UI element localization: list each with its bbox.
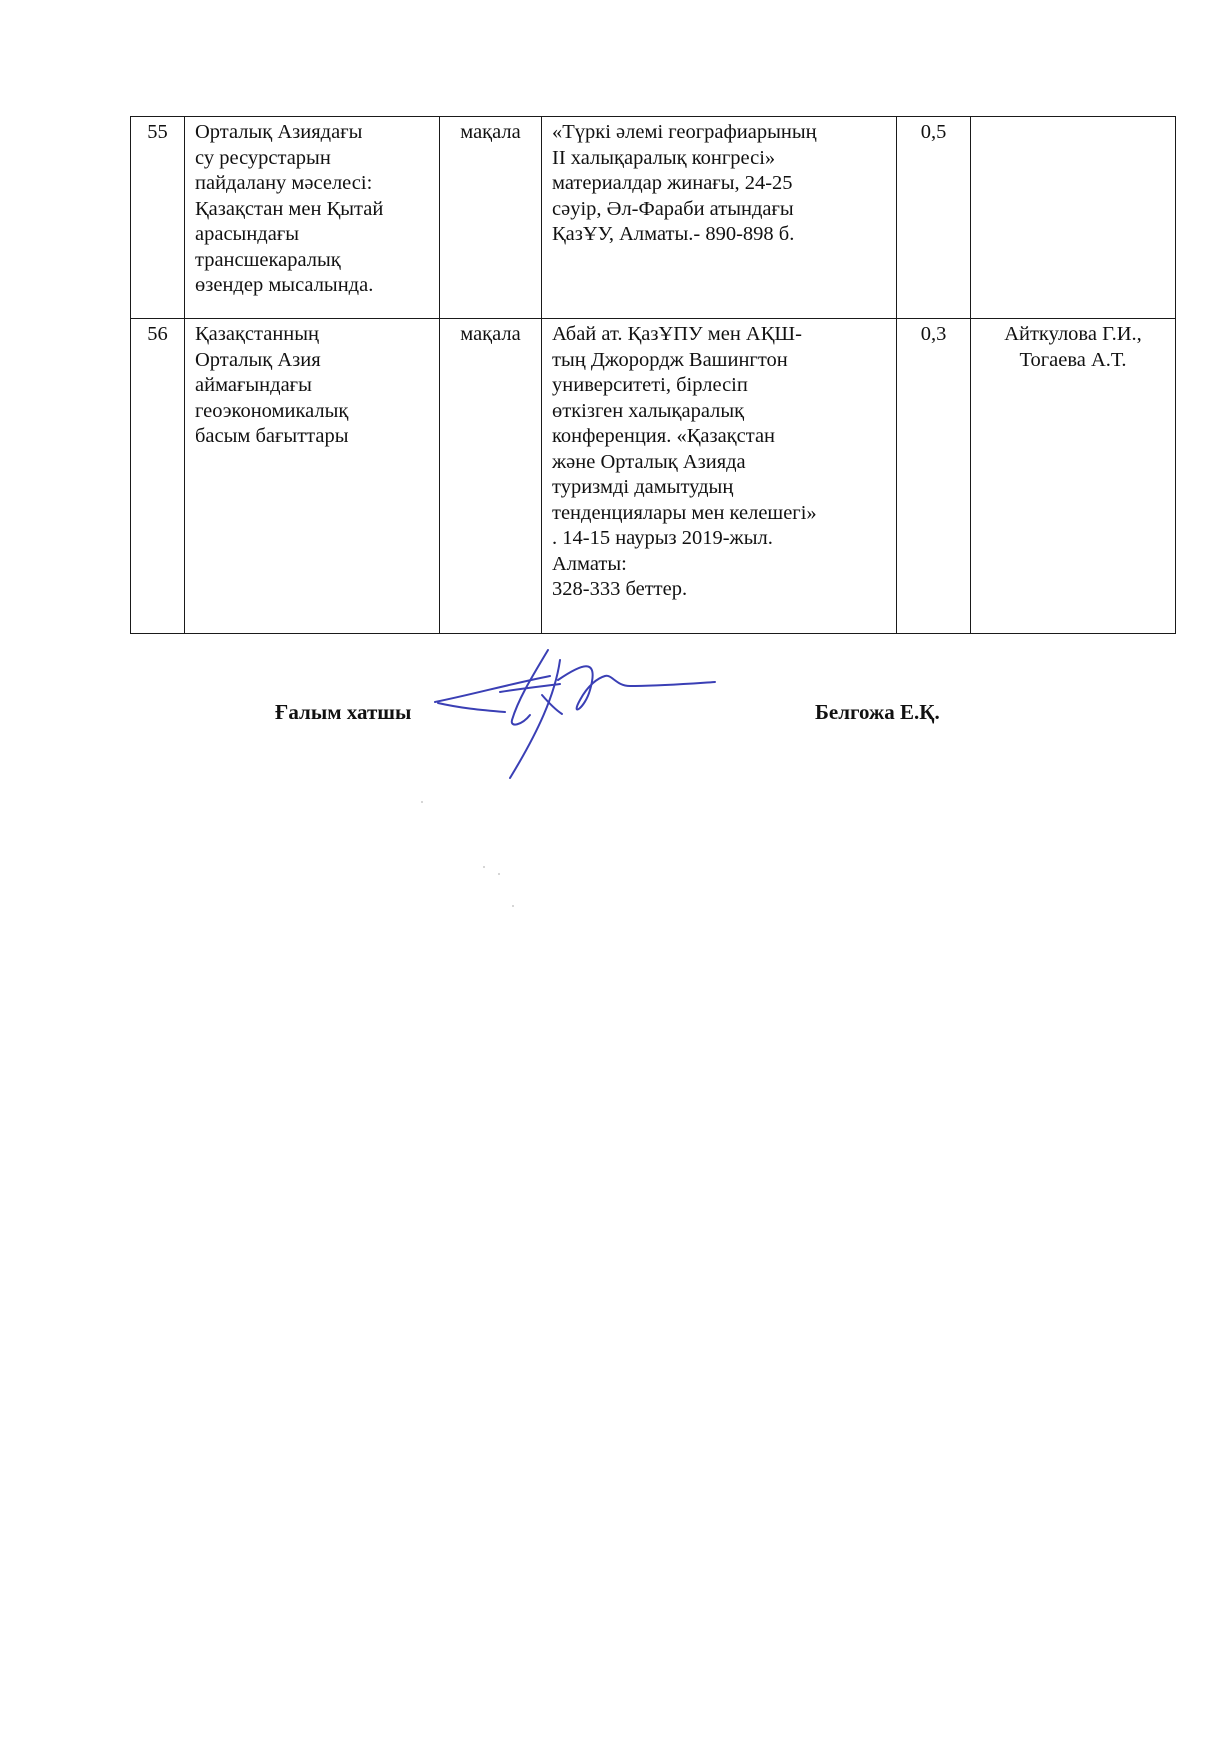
table-row	[131, 319, 1176, 634]
publication-volume: 0,3	[897, 319, 971, 634]
scan-noise	[498, 873, 500, 875]
publication-coauthors	[971, 117, 1176, 319]
signatory-role: Ғалым хатшы	[275, 700, 412, 724]
publication-source: «Түркі әлемі географиарының II халықаралық конгресі» материалдар жинағы, 24-25 сәуір, Әл-Фараби атындағы ҚазҰУ, Алматы.- 890-898 б.	[542, 117, 897, 319]
publication-title: Қазақстанның Орталық Азия аймағындағы геоэкономикалық басым бағыттары	[185, 319, 440, 634]
scan-noise	[512, 905, 514, 907]
row-number: 56	[131, 319, 185, 634]
publication-coauthors: Айткулова Г.И., Тогаева А.Т.	[971, 319, 1176, 634]
publications-table	[130, 116, 1176, 634]
publication-volume: 0,5	[897, 117, 971, 319]
handwritten-signature	[430, 640, 730, 780]
scan-noise	[421, 801, 423, 803]
publication-kind: мақала	[440, 117, 542, 319]
scan-noise	[483, 866, 485, 868]
publication-title: Орталық Азиядағы су ресурстарын пайдалану мәселесі: Қазақстан мен Қытай арасындағы трансшекаралық өзендер мысалында.	[185, 117, 440, 319]
publication-kind: мақала	[440, 319, 542, 634]
signatory-name: Белгожа Е.Қ.	[815, 700, 940, 724]
table-row	[131, 117, 1176, 319]
row-number: 55	[131, 117, 185, 319]
publication-source: Абай ат. ҚазҰПУ мен АҚШ- тың Джорордж Вашингтон университеті, бірлесіп өткізген халықаралық конференция. «Қазақстан және Орталық Азияда туризмді дамытудың тенденциялары мен келешегі» . 14-15 наурыз 2019-жыл. Алматы: 328-333 беттер.	[542, 319, 897, 634]
